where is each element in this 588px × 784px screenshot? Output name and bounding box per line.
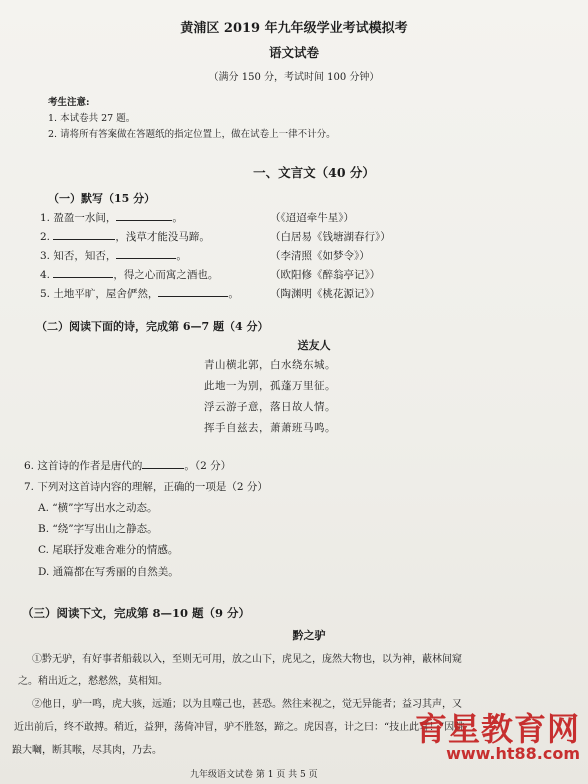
recite-item-text: 。 <box>172 212 183 224</box>
answer-blank[interactable] <box>116 248 176 259</box>
poem-line: 浮云游子意，落日故人情。 <box>204 401 336 413</box>
option-c[interactable]: C. 尾联抒发难舍难分的情感。 <box>38 544 179 556</box>
passage-title: 黔之驴 <box>292 629 326 642</box>
recite-item-text: ，得之心而寓之酒也。 <box>113 269 219 281</box>
watermark-name: 育星教育网 <box>414 710 580 748</box>
exam-subtitle: 语文试卷 <box>268 45 319 60</box>
notice-item-1: 1. 本试卷共 27 题。 <box>48 113 136 124</box>
recite-item <box>40 267 218 282</box>
passage-line: 踉大㘎，断其喉，尽其肉，乃去。 <box>12 745 162 756</box>
recite-source: （《迢迢牵牛星》） <box>270 212 354 224</box>
poem-line: 挥手自兹去，萧萧班马鸣。 <box>204 422 336 434</box>
question-text: 。（2 分） <box>184 460 232 472</box>
question-6 <box>24 458 231 473</box>
recite-item-text: 。 <box>228 288 239 300</box>
poem-title: 送友人 <box>297 339 331 352</box>
watermark-logo <box>415 712 580 762</box>
recite-item <box>40 248 187 263</box>
recite-item-text: 1. 盈盈一水间， <box>40 212 117 224</box>
section-title: （三）阅读下文，完成第 8—10 题（9 分） <box>22 606 251 620</box>
question-7: 7. 下列对这首诗内容的理解，正确的一项是（2 分） <box>24 481 268 493</box>
recite-item-text: 。 <box>176 250 187 262</box>
passage-line: 之。稍出近之，慭慭然，莫相知。 <box>18 676 168 687</box>
recite-source: （陶渊明《桃花源记》） <box>270 288 381 300</box>
passage-line: ①黔无驴，有好事者船载以入，至则无可用，放之山下，虎见之，庞然大物也，以为神，蔽林间窥 <box>32 654 462 665</box>
question-text: 6. 这首诗的作者是唐代的 <box>24 460 143 472</box>
page-footer: 九年级语文试卷 第 1 页 共 5 页 <box>190 770 318 780</box>
recite-source: （白居易《钱塘湖春行》） <box>270 231 391 243</box>
recite-item-text: 2. <box>40 231 54 243</box>
recite-item-text: ，浅草才能没马蹄。 <box>115 231 210 243</box>
recite-item <box>40 286 239 301</box>
exam-title: 黄浦区 2019 年九年级学业考试模拟考 <box>180 21 408 36</box>
part-title: 一、文言文（40 分） <box>253 165 375 180</box>
recite-item <box>40 210 183 225</box>
recite-source: （欧阳修《醉翁亭记》） <box>270 269 381 281</box>
answer-blank[interactable] <box>53 229 115 240</box>
recite-item-text: 5. 土地平旷，屋舍俨然， <box>40 288 159 300</box>
recite-item-text: 4. <box>40 269 54 281</box>
recite-source: （李清照《如梦令》） <box>270 250 370 262</box>
answer-blank[interactable] <box>116 210 172 221</box>
option-a[interactable]: A. “横”字写出水之动态。 <box>38 502 158 514</box>
answer-blank[interactable] <box>53 267 113 278</box>
passage-line: 近出前后，终不敢搏。稍近，益狎，荡倚冲冒，驴不胜怒，蹄之。虎因喜，计之曰：“技止此耳！”因跳 <box>14 722 465 733</box>
option-d[interactable]: D. 通篇都在写秀丽的自然美。 <box>38 566 179 578</box>
passage-line: ②他日，驴一鸣，虎大骇，远遁；以为且噬己也，甚恐。然往来视之，觉无异能者；益习其声，又 <box>32 699 462 710</box>
recite-item-text: 3. 知否，知否， <box>40 250 117 262</box>
poem-line: 青山横北郭，白水绕东城。 <box>204 359 336 371</box>
section-title: （二）阅读下面的诗，完成第 6—7 题（4 分） <box>36 320 269 333</box>
recite-item <box>40 229 210 244</box>
option-b[interactable]: B. “绕”字写出山之静态。 <box>38 523 158 535</box>
answer-blank[interactable] <box>158 286 228 297</box>
exam-note: （满分 150 分，考试时间 100 分钟） <box>208 72 380 83</box>
poem-line: 此地一为别，孤蓬万里征。 <box>204 380 336 392</box>
answer-blank[interactable] <box>142 458 184 469</box>
section-title: （一）默写（15 分） <box>48 192 156 205</box>
watermark-url: www.ht88.com <box>446 744 580 763</box>
notice-item-2: 2. 请将所有答案做在答题纸的指定位置上，做在试卷上一律不计分。 <box>48 129 336 140</box>
notice-heading: 考生注意: <box>48 97 90 108</box>
